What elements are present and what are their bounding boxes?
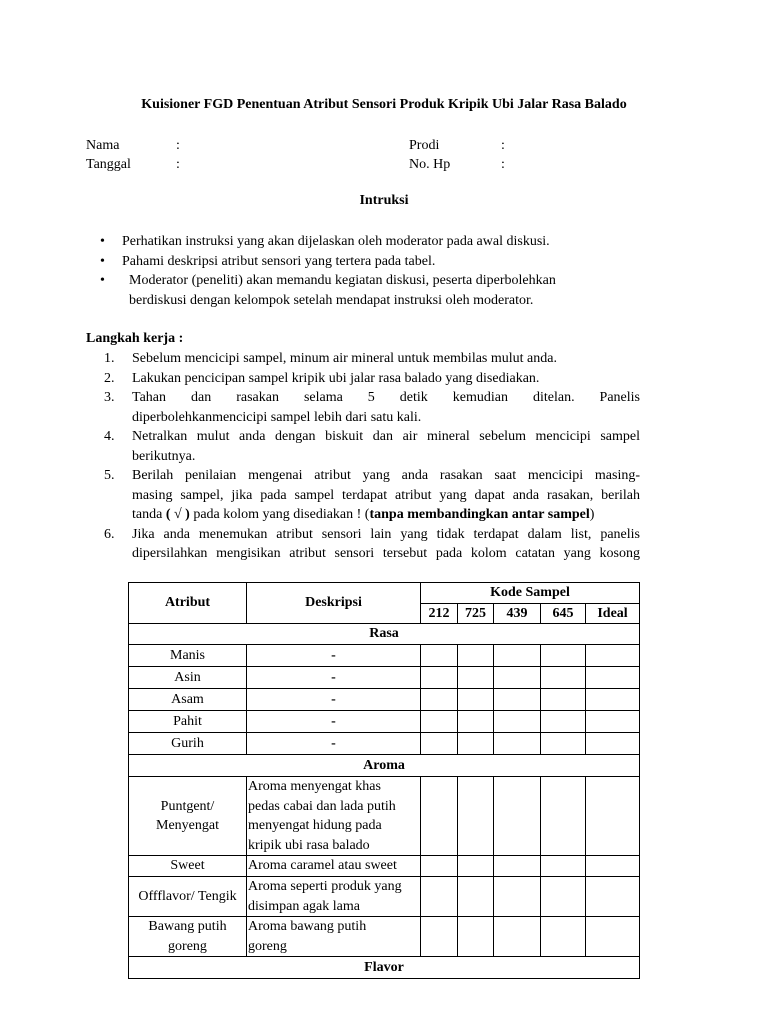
step-text: Tahan dan rasakan selama 5 detik kemudian ditelan. Panelis bbox=[132, 390, 640, 405]
checkbox-cell[interactable] bbox=[421, 645, 458, 667]
nama-colon: : bbox=[176, 138, 180, 153]
checkbox-cell[interactable] bbox=[541, 711, 586, 733]
attribute-cell: Gurih bbox=[129, 733, 247, 755]
step-text: Berilah penilaian mengenai atribut yang anda rasakan saat mencicipi masing- bbox=[132, 468, 640, 483]
checkbox-cell[interactable] bbox=[494, 856, 541, 877]
prodi-colon: : bbox=[501, 138, 505, 153]
description-cell: - bbox=[247, 689, 421, 711]
instruction-text: Pahami deskripsi atribut sensori yang tertera pada tabel. bbox=[122, 253, 436, 269]
instruction-text: Moderator (peneliti) akan memandu kegiatan diskusi, peserta diperbolehkan bbox=[129, 273, 556, 288]
section-flavor: Flavor bbox=[129, 957, 640, 979]
description-cell: - bbox=[247, 667, 421, 689]
step-text: diperbolehkanmencicipi sampel lebih dari satu kali. bbox=[132, 409, 422, 425]
header-atribut: Atribut bbox=[129, 583, 247, 624]
attribute-line: Menyengat bbox=[156, 818, 219, 833]
instruction-item bbox=[100, 271, 620, 310]
prodi-label: Prodi bbox=[409, 138, 440, 153]
header-code: 725 bbox=[458, 603, 494, 624]
step-item bbox=[104, 369, 640, 389]
checkbox-cell[interactable] bbox=[541, 689, 586, 711]
description-line: Aroma bawang putih bbox=[248, 919, 367, 934]
checkbox-cell[interactable] bbox=[458, 877, 494, 917]
attribute-cell bbox=[129, 777, 247, 856]
step-item bbox=[104, 388, 640, 427]
checkbox-cell[interactable] bbox=[541, 667, 586, 689]
instruction-item bbox=[100, 232, 620, 252]
step-text: Jika anda menemukan atribut sensori lain yang tidak terdapat dalam list, panelis bbox=[132, 526, 640, 542]
checkbox-cell[interactable] bbox=[586, 856, 640, 877]
step-text: dipersilahkan mengisikan atribut sensori tersebut pada kolom catatan yang kosong bbox=[132, 546, 640, 561]
table-row bbox=[129, 711, 640, 733]
instruction-item bbox=[100, 252, 620, 272]
step-number: 6. bbox=[104, 526, 115, 542]
step-text: masing sampel, jika pada sampel terdapat atribut yang dapat anda rasakan, berilah bbox=[132, 487, 640, 503]
page-title: Kuisioner FGD Penentuan Atribut Sensori Produk Kripik Ubi Jalar Rasa Balado bbox=[141, 97, 627, 112]
checkbox-cell[interactable] bbox=[586, 917, 640, 957]
step-item bbox=[104, 427, 640, 466]
table-row bbox=[129, 917, 640, 957]
step-number: 2. bbox=[104, 370, 115, 386]
description-cell bbox=[247, 917, 421, 957]
description-line: kripik ubi rasa balado bbox=[248, 837, 370, 853]
checkbox-cell[interactable] bbox=[458, 777, 494, 856]
checkbox-cell[interactable] bbox=[541, 917, 586, 957]
checkbox-cell[interactable] bbox=[458, 667, 494, 689]
checkbox-cell[interactable] bbox=[586, 711, 640, 733]
table-row bbox=[129, 877, 640, 917]
header-code: Ideal bbox=[586, 603, 640, 624]
checkbox-cell[interactable] bbox=[458, 689, 494, 711]
checkbox-cell[interactable] bbox=[421, 733, 458, 755]
description-cell: - bbox=[247, 711, 421, 733]
checkbox-cell[interactable] bbox=[458, 856, 494, 877]
steps-title: Langkah kerja : bbox=[86, 331, 184, 346]
section-aroma: Aroma bbox=[129, 755, 640, 777]
checkbox-cell[interactable] bbox=[458, 733, 494, 755]
checkbox-cell[interactable] bbox=[421, 689, 458, 711]
checkbox-cell[interactable] bbox=[421, 711, 458, 733]
checkbox-cell[interactable] bbox=[586, 645, 640, 667]
step-item bbox=[104, 525, 640, 564]
checkbox-cell[interactable] bbox=[494, 645, 541, 667]
step-number: 4. bbox=[104, 429, 115, 444]
step-number: 1. bbox=[104, 351, 115, 366]
table-row bbox=[129, 645, 640, 667]
step-text bbox=[132, 505, 640, 525]
instruction-text: Perhatikan instruksi yang akan dijelaskan oleh moderator pada awal diskusi. bbox=[122, 234, 550, 249]
checkbox-cell[interactable] bbox=[458, 711, 494, 733]
checkbox-cell[interactable] bbox=[494, 667, 541, 689]
table-row bbox=[129, 689, 640, 711]
description-cell: - bbox=[247, 733, 421, 755]
step-text: berikutnya. bbox=[132, 448, 196, 464]
checkbox-cell[interactable] bbox=[421, 856, 458, 877]
checkbox-cell[interactable] bbox=[586, 689, 640, 711]
section-rasa: Rasa bbox=[129, 624, 640, 645]
header-code: 439 bbox=[494, 603, 541, 624]
step-text-part: ) bbox=[589, 507, 595, 522]
description-line: goreng bbox=[248, 938, 287, 954]
instruction-text: berdiskusi dengan kelompok setelah mendapat instruksi oleh moderator. bbox=[129, 292, 534, 308]
description-cell bbox=[247, 777, 421, 856]
checkbox-cell[interactable] bbox=[421, 667, 458, 689]
header-code: 645 bbox=[541, 603, 586, 624]
tanggal-label: Tanggal bbox=[86, 157, 131, 172]
checkbox-cell[interactable] bbox=[541, 877, 586, 917]
checkbox-cell[interactable] bbox=[494, 917, 541, 957]
description-cell bbox=[247, 877, 421, 917]
checkbox-cell[interactable] bbox=[541, 777, 586, 856]
header-deskripsi: Deskripsi bbox=[247, 583, 421, 624]
checkmark-symbol: ( √ ) bbox=[165, 507, 190, 522]
checkbox-cell[interactable] bbox=[586, 667, 640, 689]
nohp-colon: : bbox=[501, 157, 505, 172]
steps-list bbox=[104, 349, 640, 564]
bullet-icon: • bbox=[100, 253, 105, 269]
nohp-label: No. Hp bbox=[409, 157, 451, 172]
instruction-heading: Intruksi bbox=[359, 193, 409, 208]
instruction-list bbox=[100, 232, 620, 310]
step-number: 5. bbox=[104, 468, 115, 483]
checkbox-cell[interactable] bbox=[458, 917, 494, 957]
table-row bbox=[129, 733, 640, 755]
description-line: pedas cabai dan lada putih bbox=[248, 798, 396, 814]
attribute-cell: Sweet bbox=[129, 856, 247, 877]
step-text: Netralkan mulut anda dengan biskuit dan air mineral sebelum mencicipi sampel bbox=[132, 429, 640, 444]
description-line: Aroma menyengat khas bbox=[248, 779, 381, 794]
attribute-cell: Asam bbox=[129, 689, 247, 711]
checkbox-cell[interactable] bbox=[494, 733, 541, 755]
attribute-cell: Pahit bbox=[129, 711, 247, 733]
checkbox-cell[interactable] bbox=[421, 877, 458, 917]
description-line: disimpan agak lama bbox=[248, 898, 360, 914]
bullet-icon: • bbox=[100, 234, 105, 249]
step-item bbox=[104, 349, 640, 369]
attribute-line: goreng bbox=[168, 938, 207, 954]
header-code: 212 bbox=[421, 603, 458, 624]
checkbox-cell[interactable] bbox=[494, 877, 541, 917]
step-emphasis: tanpa membandingkan antar sampel bbox=[369, 507, 590, 522]
checkbox-cell[interactable] bbox=[586, 777, 640, 856]
checkbox-cell[interactable] bbox=[421, 777, 458, 856]
step-text: Sebelum mencicipi sampel, minum air mineral untuk membilas mulut anda. bbox=[132, 351, 557, 366]
attribute-line: Bawang putih bbox=[148, 919, 227, 934]
checkbox-cell[interactable] bbox=[586, 733, 640, 755]
attribute-cell: Manis bbox=[129, 645, 247, 667]
tanggal-colon: : bbox=[176, 157, 180, 172]
checkbox-cell[interactable] bbox=[494, 777, 541, 856]
table-row bbox=[129, 777, 640, 856]
checkbox-cell[interactable] bbox=[541, 733, 586, 755]
table-row bbox=[129, 856, 640, 877]
description-cell: - bbox=[247, 645, 421, 667]
checkbox-cell[interactable] bbox=[494, 711, 541, 733]
step-text: Lakukan pencicipan sampel kripik ubi jalar rasa balado yang disediakan. bbox=[132, 370, 540, 386]
nama-label: Nama bbox=[86, 138, 120, 153]
attribute-cell: Offflavor/ Tengik bbox=[129, 877, 247, 917]
attribute-cell bbox=[129, 917, 247, 957]
header-kode-sampel: Kode Sampel bbox=[421, 583, 640, 604]
sensory-table bbox=[128, 582, 640, 979]
step-number: 3. bbox=[104, 390, 115, 405]
checkbox-cell[interactable] bbox=[458, 645, 494, 667]
step-text-part: tanda bbox=[132, 507, 166, 522]
table-row bbox=[129, 667, 640, 689]
bullet-icon: • bbox=[100, 273, 105, 288]
description-cell: Aroma caramel atau sweet bbox=[247, 856, 421, 877]
description-line: menyengat hidung pada bbox=[248, 818, 382, 833]
attribute-cell: Asin bbox=[129, 667, 247, 689]
step-text-part: pada kolom yang disediakan ! ( bbox=[189, 507, 370, 522]
checkbox-cell[interactable] bbox=[421, 917, 458, 957]
checkbox-cell[interactable] bbox=[494, 689, 541, 711]
checkbox-cell[interactable] bbox=[541, 645, 586, 667]
description-line: Aroma seperti produk yang bbox=[248, 879, 402, 894]
attribute-line: Puntgent/ bbox=[160, 798, 215, 814]
checkbox-cell[interactable] bbox=[541, 856, 586, 877]
step-item bbox=[104, 466, 640, 525]
checkbox-cell[interactable] bbox=[586, 877, 640, 917]
